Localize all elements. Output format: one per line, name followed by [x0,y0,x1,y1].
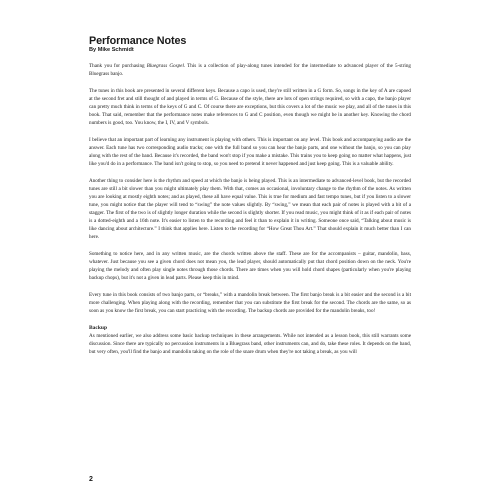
page-number: 2 [89,476,93,483]
page-content [89,35,411,365]
section-heading-backup: Backup [89,325,108,331]
paragraph-breaks: Every tune in this book consists of two banjo parts, or “breaks,” with a mandolin break between. The first banjo break is a bit easier and the second is a bit more challenging. When playing along with the recording, remember that you can substitute the first break for the second. The chords are the same, so as soon as you know the first break, you can start practicing with the recording. The backup chords are provided for the mandolin breaks, too! [89,292,411,314]
page-title: Performance Notes [89,35,187,47]
paragraph-backup: As mentioned earlier, we also address some basic backup techniques in these arrangements. While not intended as a lesson book, this still warrants some discussion. Since there are typically no percussion instruments in a Bluegrass band, other instruments can, and do, take these roles. It depends on the band, but very often, you'll find the banjo and mandolin taking on the role of the snare drum when they're not taking a break, as you will [89,333,411,355]
paragraph-chords: Something to notice here, and in any written music, are the chords written above the staff. These are for the accompanists – guitar, mandolin, bass, whatever. Just because you see a given chord does not mean you, the lead player, should automatically put that chord position down on the neck. You're playing the melody and often play single notes through those chords. There are times when you will hold chord shapes (particularly when you're playing backup chops), but it's not a given in lead parts. Please keep this in mind. [89,251,411,281]
paragraph-rhythm: Another thing to consider here is the rhythm and speed at which the banjo is being played. This is an intermediate to advanced-level book, but the recorded tunes are still a bit slower than you might ultimately play them. With that, comes an occasional, involuntary change to the rhythm of the notes. As written you are looking at mostly eighth notes; and as played, these all have equal value. This is true for medium and fast tempo tunes, but if you listen to a slower tune, you might notice that the player will tend to “swing” the note values slightly. By “swing,” we mean that each pair of notes is played with a bit of a stagger. The first of the two is of slightly longer duration while the second is slightly shorter. If you read music, you might think of it as if each pair of notes is a dotted-eighth and a 16th note. It's easier to listen to the recording and feel it than to explain it in writing. Someone once said, “Talking about music is like dancing about architecture.” I think that applies here. Listen to the recording for “How Great Thou Art.” That should explain it much better than I can here. [89,178,411,240]
intro-text-start: Thank you for purchasing [89,63,147,69]
intro-text-end: . This is a collection of play-along tunes intended for the intermediate to advanced player of the 5-string Bluegrass banjo. [89,63,411,77]
book-title: Bluegrass Gospel [146,63,184,69]
paragraph-playing-with-others: I believe that an important part of learning any instrument is playing with others. This is important on any level. This book and accompanying audio are the answer. Each tune has two corresponding audio tracks; one with the full band so you can hear the banjo parts, and one without the banjo, so you can play along with the rest of the band. Because it's recorded, the band won't stop if you make a mistake. This trains you to keep going no matter what happens, just like you'd do in a performance. The band isn't going to stop, so you need to pretend it never happened and just keep going. This is a valuable ability. [89,137,411,167]
paragraph-keys: The tunes in this book are presented in several different keys. Because a capo is used, they're still written in a G form. So, songs in the key of A are capoed at the second fret and still thought of and played in terms of G. Because of the style, there are lots of open strings required, so with a capo, the banjo player can pretty much think in terms of the keys of G and C. Of course there are exceptions, but this covers a lot of the music we play, and all of the tunes in this book. That said, remember that the performance notes make references to G and C position, even though we might be in another key. Knowing the chord numbers is good, too. You know, the I, IV, and V symbols. [89,88,411,126]
intro-paragraph [89,62,411,78]
author-byline: By Mike Schmidt [89,47,134,53]
